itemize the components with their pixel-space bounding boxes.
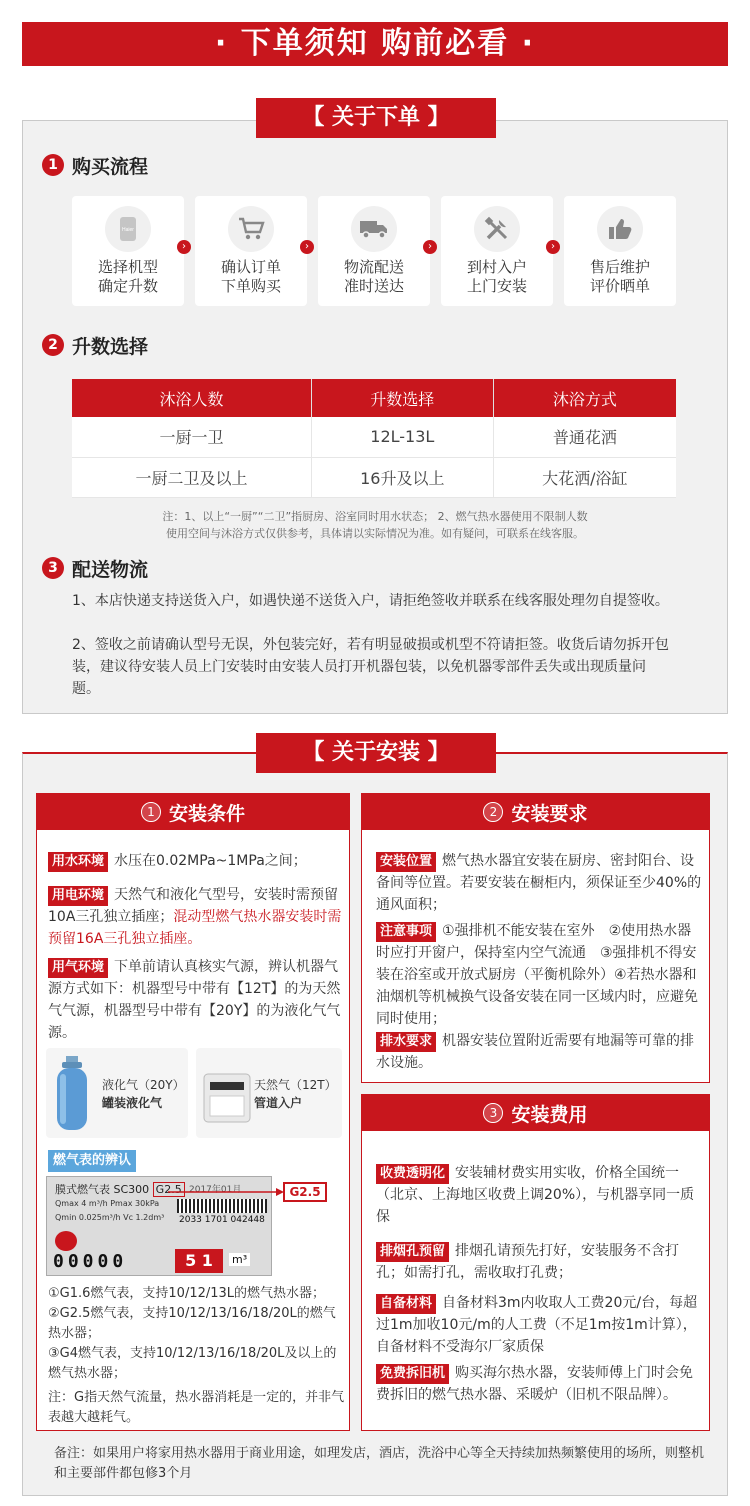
barcode-icon: [177, 1199, 267, 1213]
step-label: 物流配送: [343, 258, 404, 276]
fee-tag: 收费透明化: [376, 1164, 449, 1184]
fee-text: 购买海尔热水器，安装师傅上门时会免费拆旧的燃气热水器、采暖炉（旧机不限品牌）。: [376, 1365, 694, 1403]
fee-text: 安装辅材费实用实收，价格全国统一（北京、上海地区收费上调20%），与机器享同一质保: [376, 1165, 695, 1225]
natural-gas-sublabel: 管道入户: [254, 1096, 303, 1110]
water-env-text: 水压在0.02MPa~1MPa之间；: [114, 853, 307, 869]
step-sublabel: 下单购买: [220, 277, 281, 295]
card-number: 2: [483, 802, 503, 822]
meter-digits-red: 5 1: [175, 1249, 223, 1273]
card-header: [362, 794, 709, 830]
delivery-heading: [42, 555, 148, 581]
power-env: [48, 884, 344, 950]
thumbs-up-icon: [597, 206, 643, 252]
position-tag: 安装位置: [376, 852, 436, 872]
table-header-row: [72, 379, 676, 417]
heater-brand-text: Haier: [122, 227, 134, 233]
power-env-text: 天然气和液化气型号，安装时需预留10A三孔独立插座；: [48, 887, 339, 925]
cart-icon: [228, 206, 274, 252]
fee-transparency: [376, 1162, 702, 1228]
step-arrow-icon: ›: [300, 240, 314, 254]
flue-hole: [376, 1240, 702, 1284]
meter-brand: 膜式燃气表: [55, 1183, 110, 1196]
meter-notes: [48, 1284, 346, 1428]
lpg-sublabel: 罐装液化气: [102, 1096, 163, 1110]
delivery-paragraph-2: 2、签收之前请确认型号无误，外包装完好，若有明显破损或机型不符请拒签。收货后请勿拆开包装，建议待安装人员上门安装时由安装人员打开机器包装，以免机器零部件丢失或出现质量问题。: [72, 637, 669, 697]
gas-env-text: 下单前请认真核实气源，辨认机器气源方式如下：机器型号中带有【12T】的为天然气气源，机器型号中带有【20Y】的为液化气气源。: [48, 959, 341, 1041]
flow-step-5: [564, 196, 676, 306]
own-materials: [376, 1292, 702, 1358]
meter-digits-black: 00000: [53, 1251, 128, 1272]
step-arrow-icon: ›: [423, 240, 437, 254]
table-cell: 12L-13L: [311, 417, 493, 457]
card-number: 1: [141, 802, 161, 822]
table-header: 沐浴方式: [493, 379, 676, 417]
table-row: [72, 417, 676, 457]
fee-tag: 自备材料: [376, 1294, 436, 1314]
step-label: 售后维护: [589, 258, 650, 276]
section-number: 1: [42, 154, 64, 176]
section-title: 购买流程: [72, 155, 149, 178]
step-label: 到村入户: [466, 258, 527, 276]
table-row: [72, 457, 676, 497]
meter-note-1: ①G1.6燃气表，支持10/12/13L的燃气热水器；: [48, 1286, 326, 1301]
meter-logo-icon: [55, 1231, 77, 1251]
meter-date: 2017年01月: [189, 1185, 242, 1195]
capacity-heading: [42, 332, 148, 358]
water-env-tag: 用水环境: [48, 852, 108, 872]
note-line: 注：1、以上“一厨”“二卫”指厨房、浴室同时用水状态； 2、燃气热水器使用不限制人数: [162, 510, 588, 523]
fee-text: 自备材料3m内收取人工费20元/台，每超过1m加收10元/m的人工费（不足1m按1m计算），自备材料不受海尔厂家质保: [376, 1295, 698, 1355]
table-cell: 一厨一卫: [72, 417, 311, 457]
card-header: [362, 1095, 709, 1131]
table-header: 沐浴人数: [72, 379, 311, 417]
tools-icon: [474, 206, 520, 252]
install-position: [376, 850, 702, 916]
table-cell: 一厨二卫及以上: [72, 457, 311, 497]
lpg-card: [46, 1048, 188, 1138]
section-number: 2: [42, 334, 64, 356]
meter-qmin: Qmin 0.025m³/h Vc 1.2dm³: [55, 1213, 165, 1222]
card-number: 3: [483, 1103, 503, 1123]
power-env-warning: 混动型燃气热水器安装时需预留16A三孔独立插座。: [48, 909, 342, 947]
drain-text: 机器安装位置附近需要有地漏等可靠的排水设施。: [376, 1033, 695, 1071]
natural-gas-card: [196, 1048, 342, 1138]
note-line: 使用空间与沐浴方式仅供参考，具体请以实际情况为准。如有疑问，可联系在线客服。: [166, 527, 584, 540]
callout-arrow: [168, 1188, 284, 1198]
delivery-paragraph-1: 1、本店快递支持送货入户，如遇快递不送货入户，请拒绝签收并联系在线客服处理勿自提签收。: [72, 593, 669, 609]
step-sublabel: 确定升数: [97, 277, 158, 295]
meter-note-3: ③G4燃气表，支持10/12/13/16/18/20L及以上的燃气热水器；: [48, 1346, 337, 1381]
capacity-table: [72, 379, 676, 498]
gas-env: [48, 956, 344, 1044]
meter-note-footer: 注：G指天然气流量，热水器消耗是一定的，并非气表越大越耗气。: [48, 1390, 345, 1425]
gas-meter-icon: [202, 1070, 252, 1126]
install-precautions: [376, 920, 702, 1030]
step-sublabel: 准时送达: [343, 277, 404, 295]
water-env: [48, 850, 344, 872]
fee-tag: 排烟孔预留: [376, 1242, 449, 1262]
meter-unit: m³: [229, 1253, 250, 1266]
meter-model: SC300: [113, 1183, 150, 1196]
flow-step-4: [441, 196, 553, 306]
table-header: 升数选择: [311, 379, 493, 417]
step-sublabel: 评价晒单: [589, 277, 650, 295]
power-env-tag: 用电环境: [48, 886, 108, 906]
table-cell: 普通花洒: [493, 417, 676, 457]
gas-env-tag: 用气环境: [48, 958, 108, 978]
card-title: 安装费用: [511, 1103, 588, 1126]
meter-qmax: Qmax 4 m³/h Pmax 30kPa: [55, 1199, 160, 1208]
fee-tag: 免费拆旧机: [376, 1364, 449, 1384]
card-title: 安装条件: [168, 802, 245, 825]
truck-icon: [351, 206, 397, 252]
footer-note: 备注：如果用户将家用热水器用于商业用途，如理发店，酒店，洗浴中心等全天持续加热频繁使用的场所，则整机和主要部件都包修3个月: [54, 1446, 705, 1481]
step-sublabel: 上门安装: [466, 277, 527, 295]
install-section-tab: 【 关于安装 】: [256, 733, 496, 773]
meter-note-2: ②G2.5燃气表，支持10/12/13/16/18/20L的燃气热水器；: [48, 1306, 336, 1341]
meter-serial: 2033 1701 042448: [179, 1215, 265, 1225]
capacity-note: [90, 508, 660, 542]
flow-step-2: [195, 196, 307, 306]
fee-text: 排烟孔请预先打好，安装服务不含打孔；如需打孔，需收取打孔费；: [376, 1243, 680, 1281]
order-section-tab: 【 关于下单 】: [256, 98, 496, 138]
gas-tank-icon: [54, 1054, 90, 1134]
card-header: [37, 794, 349, 830]
section-title: 配送物流: [72, 558, 149, 581]
table-cell: 16升及以上: [311, 457, 493, 497]
purchase-flow-heading: [42, 152, 148, 178]
table-cell: 大花洒/浴缸: [493, 457, 676, 497]
meter-code: G2.5: [153, 1182, 185, 1197]
heater-icon: [105, 206, 151, 252]
meter-identify-tag: 燃气表的辨认: [48, 1150, 136, 1172]
drain-tag: 排水要求: [376, 1032, 436, 1052]
step-arrow-icon: ›: [546, 240, 560, 254]
section-title: 升数选择: [72, 335, 149, 358]
card-title: 安装要求: [511, 802, 588, 825]
section-number: 3: [42, 557, 64, 579]
free-removal: [376, 1362, 702, 1406]
step-label: 确认订单: [220, 258, 281, 276]
meter-callout-badge: G2.5: [283, 1182, 327, 1202]
lpg-label: 液化气（20Y）: [102, 1078, 185, 1092]
flow-step-1: [72, 196, 184, 306]
precautions-tag: 注意事项: [376, 922, 436, 942]
precautions-text: ①强排机不能安装在室外 ②使用热水器时应打开窗户，保持室内空气流通 ③强排机不得安装在浴室或开放式厨房（平衡机除外）④若热水器和油烟机等机械换气设备安装在同一区域内时，应避免同时使用；: [376, 923, 698, 1027]
position-text: 燃气热水器宜安装在厨房、密封阳台、设备间等位置。若要安装在橱柜内，须保证至少40%的通风面积；: [376, 853, 702, 913]
natural-gas-label: 天然气（12T）: [254, 1078, 337, 1092]
step-label: 选择机型: [97, 258, 158, 276]
step-arrow-icon: ›: [177, 240, 191, 254]
page-banner: · 下单须知 购前必看 ·: [22, 22, 728, 66]
drain-requirement: [376, 1030, 702, 1074]
flow-step-3: [318, 196, 430, 306]
